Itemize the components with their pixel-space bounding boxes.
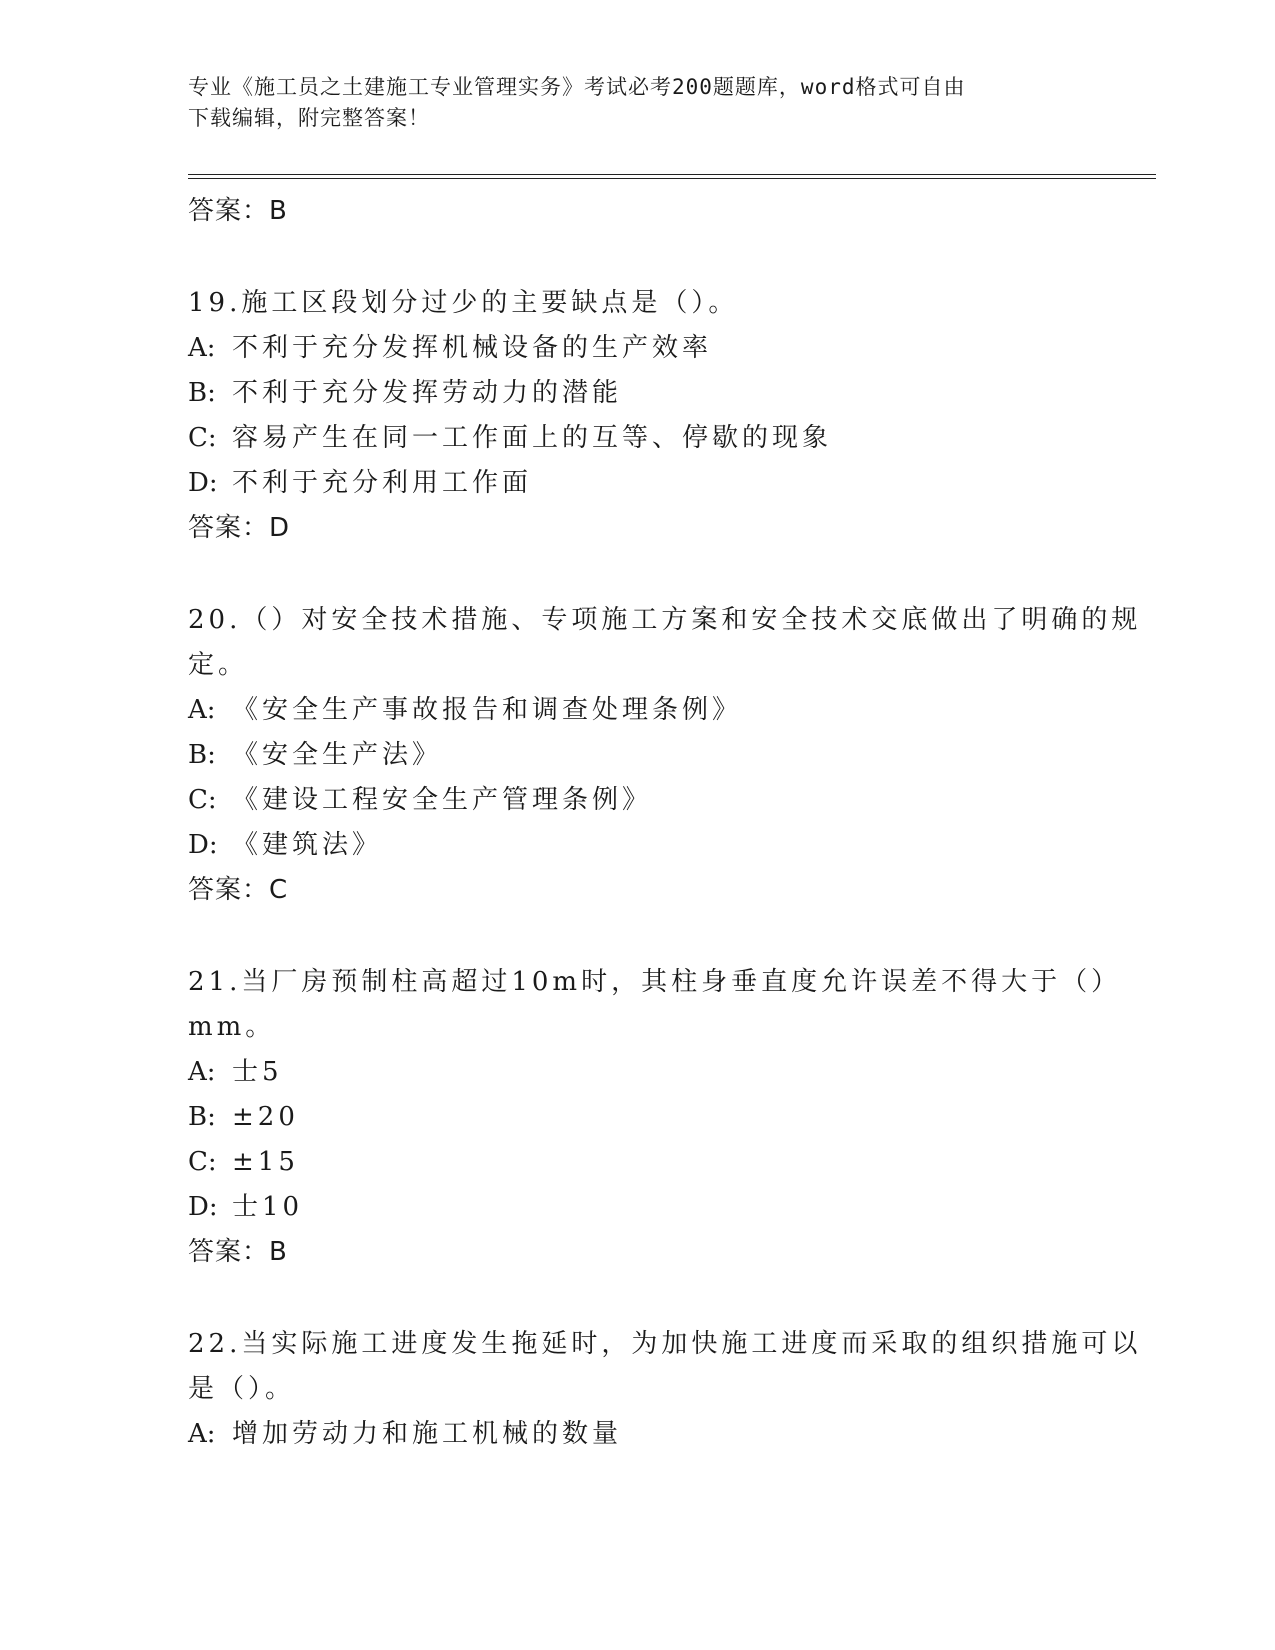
option-text: 容易产生在同一工作面上的互等、停歇的现象 xyxy=(232,423,833,453)
header-line-2: 下载编辑，附完整答案！ xyxy=(188,106,430,130)
document-page xyxy=(188,72,1148,1457)
header-line-1: 专业《施工员之土建施工专业管理实务》考试必考200题题库，word格式可自由 xyxy=(188,75,966,99)
question-text: 20.（）对安全技术措施、专项施工方案和安全技术交底做出了明确的规定。 xyxy=(188,605,1142,680)
question-block xyxy=(188,1322,1148,1457)
question-block xyxy=(188,281,1148,551)
option-text: 《安全生产法》 xyxy=(232,740,443,770)
option-b xyxy=(188,1095,1148,1140)
option-text: 不利于充分发挥机械设备的生产效率 xyxy=(232,333,713,363)
option-text: 增加劳动力和施工机械的数量 xyxy=(232,1419,623,1449)
document-header xyxy=(188,72,1148,134)
option-text: 不利于充分发挥劳动力的潜能 xyxy=(232,378,623,408)
option-text: ±15 xyxy=(232,1147,299,1177)
answer-line: 答案：B xyxy=(188,1237,288,1267)
answer-line: 答案：C xyxy=(188,875,289,905)
option-d xyxy=(188,461,1148,506)
option-text: 《建设工程安全生产管理条例》 xyxy=(232,785,653,815)
option-a xyxy=(188,326,1148,371)
option-text: ±20 xyxy=(232,1102,299,1132)
option-b xyxy=(188,371,1148,416)
option-letter: C: xyxy=(188,423,217,453)
option-text: 士10 xyxy=(232,1192,304,1222)
option-c xyxy=(188,1140,1148,1185)
answer-line: 答案：D xyxy=(188,513,291,543)
option-a xyxy=(188,1412,1148,1457)
question-text: 19.施工区段划分过少的主要缺点是（）。 xyxy=(188,288,739,318)
option-letter: B: xyxy=(188,378,216,408)
option-text: 《建筑法》 xyxy=(232,830,383,860)
option-letter: A: xyxy=(188,333,216,363)
question-block xyxy=(188,960,1148,1275)
header-divider xyxy=(188,174,1156,179)
question-text: 21.当厂房预制柱高超过10m时，其柱身垂直度允许误差不得大于（）mm。 xyxy=(188,967,1122,1042)
option-d xyxy=(188,1185,1148,1230)
option-letter: B: xyxy=(188,1102,216,1132)
option-text: 不利于充分利用工作面 xyxy=(232,468,533,498)
option-letter: B: xyxy=(188,740,216,770)
option-letter: A: xyxy=(188,695,216,725)
option-letter: D: xyxy=(188,468,218,498)
option-a xyxy=(188,1050,1148,1095)
option-letter: D: xyxy=(188,1192,218,1222)
answer-line: 答案：B xyxy=(188,196,288,226)
question-text: 22.当实际施工进度发生拖延时，为加快施工进度而采取的组织措施可以是（）。 xyxy=(188,1329,1142,1404)
question-block xyxy=(188,598,1148,913)
option-c xyxy=(188,778,1148,823)
option-text: 士5 xyxy=(232,1057,283,1087)
option-d xyxy=(188,823,1148,868)
option-a xyxy=(188,688,1148,733)
option-c xyxy=(188,416,1148,461)
option-text: 《安全生产事故报告和调查处理条例》 xyxy=(232,695,743,725)
option-letter: D: xyxy=(188,830,218,860)
option-letter: A: xyxy=(188,1057,216,1087)
option-b xyxy=(188,733,1148,778)
option-letter: A: xyxy=(188,1419,216,1449)
option-letter: C: xyxy=(188,785,217,815)
option-letter: C: xyxy=(188,1147,217,1177)
